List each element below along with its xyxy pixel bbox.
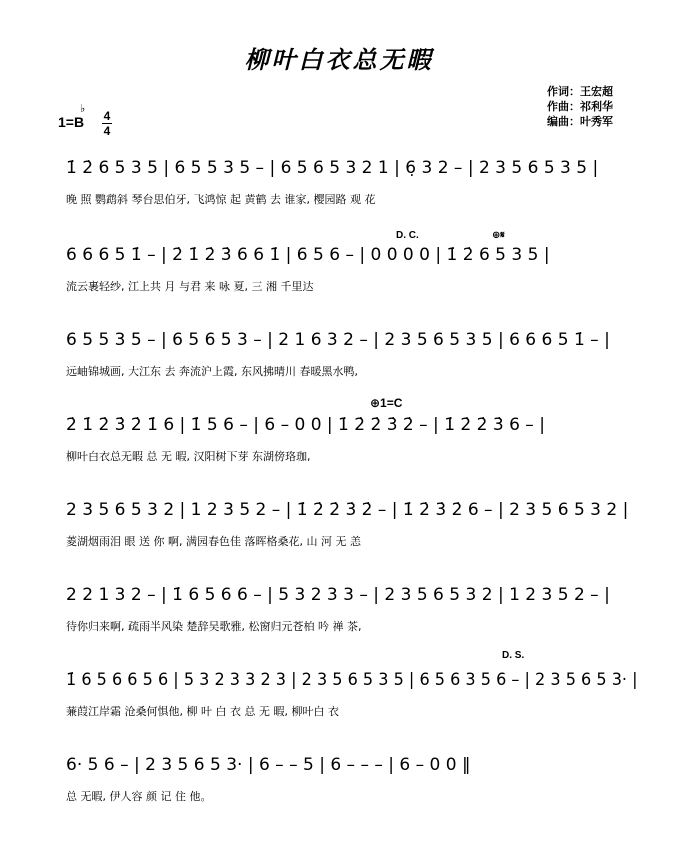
dc-mark: D. C. xyxy=(396,230,419,241)
notation-row: 2̇ 1̇ 2̇ 3̇ 2̇ 1̇ 6 | 1̇ 5 6 – | 6 – 0 0 | 1̇ 2̇ 2̇ 3̇ 2̇ – | 1̇ 2̇ 2̇ 3̇ 6 – | xyxy=(66,415,545,435)
lyric-row: 菱湖烟雨泪 眼 送 你 啊, 满园春色佳 落晖格桑花, 山 河 无 恙 xyxy=(66,535,361,548)
ds-mark: D. S. xyxy=(502,650,525,661)
notation-row: 1̇ 6 5 6 6 5 6 | 5 3 2 3 3 2 3 | 2 3 5 6 5 3 5 | 6 5 6 3 5 6 – | 2 3 5 6 5 3· | xyxy=(66,670,638,690)
meter-denominator: 4 xyxy=(103,124,111,138)
flat-symbol: ♭ xyxy=(80,103,86,115)
notation-row: 6· 5 6 – | 2 3 5 6 5 3· | 6 – – 5 | 6 – – – | 6 – 0 0 ‖ xyxy=(66,755,471,775)
lyric-row: 晚 照 鹦鹉斜 琴台思伯牙, 飞鸿惊 起 黄鹤 去 谁家, 樱园路 观 花 xyxy=(66,193,376,206)
composer-credit: 作曲：祁利华 xyxy=(547,101,613,113)
lyric-row: 流云裹轻纱, 江上共 月 与君 来 咏 夏, 三 湘 千里达 xyxy=(66,280,314,293)
song-title: 柳叶白衣总无暇 xyxy=(244,45,434,74)
notation-row: 6 6 6 5 1̇ – | 2̇ 1̇ 2̇ 3̇ 6 6 1̇ | 6 5 6 – | 0 0 0 0 | 1̇ 2̇ 6 5 3 5 | xyxy=(66,245,550,265)
meter-numerator: 4 xyxy=(103,109,111,123)
lyric-row: 远岫锦城画, 大江东 去 奔流沪上霞, 东风拂晴川 春暖黑水鸭, xyxy=(66,365,358,378)
key-label: 1=B xyxy=(58,114,85,130)
lyric-row: 总 无暇, 伊人容 颜 记 住 他。 xyxy=(66,790,212,803)
coda-key-mark: ⊕1=C xyxy=(370,396,403,410)
lyric-row: 待你归来啊, 疏雨半风染 楚辞吴歌雅, 松窗归元苍柏 吟 禅 茶, xyxy=(66,620,362,633)
notation-row: 6 5 5 3 5 – | 6 5 6 5 3 – | 2 1 6 3 2 – | 2 3 5 6 5 3 5 | 6 6 6 5 1̇ – | xyxy=(66,330,610,350)
arranger-credit: 编曲：叶秀军 xyxy=(547,116,613,128)
notation-row: 2 2 1 3 2 – | 1̇ 6 5 6 6 – | 5 3 2 3 3 – | 2 3 5 6 5 3 2 | 1 2 3 5 2 – | xyxy=(66,585,610,605)
notation-row: 2 3 5 6 5 3 2 | 1 2 3 5 2 – | 1̇ 2̇ 2̇ 3̇ 2̇ – | 1̇ 2̇ 3̇ 2̇ 6 – | 2 3 5 6 5 3 2 | xyxy=(66,500,629,520)
lyric-row: 蒹葭江岸霜 沧桑何惧他, 柳 叶 白 衣 总 无 暇, 柳叶白 衣 xyxy=(66,705,339,718)
lyricist-credit: 作词：王宏超 xyxy=(547,86,613,98)
segno-mark: ⊕𝄋 xyxy=(492,230,505,241)
lyric-row: 柳叶白衣总无暇 总 无 暇, 汉阳树下芽 东湖傍珞珈, xyxy=(66,450,311,463)
notation-row: 1̇ 2̇ 6 5 3 5 | 6 5 5 3 5 – | 6 5 6 5 3 2 1 | 6̣ 3 2 – | 2 3 5 6 5 3 5 | xyxy=(66,158,599,178)
